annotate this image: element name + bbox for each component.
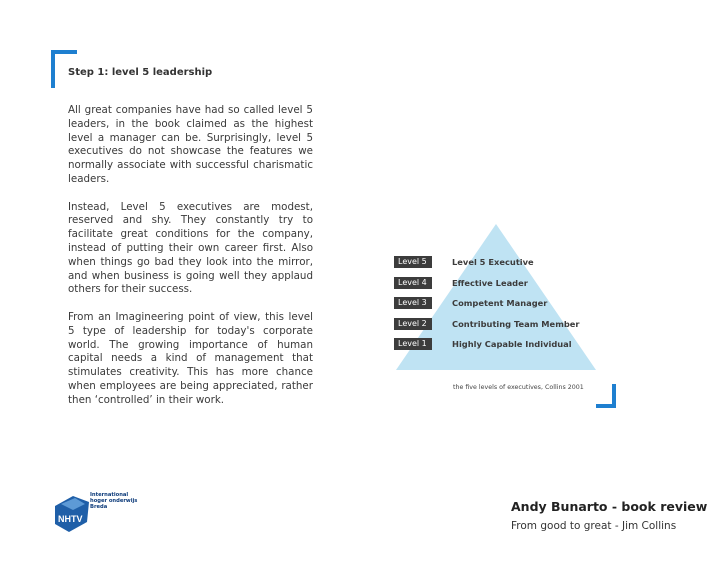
logo-text <box>90 492 137 510</box>
paragraph-3: From an Imagineering point of view, this level 5 type of leadership for today's corporate world. The growing importance of human capital needs a kind of management that stimulates creativity. This has more chance when employees are being appreciated, rather then ‘controlled’ in their work. <box>68 310 313 406</box>
level-tag-2: Level 2 <box>394 318 432 330</box>
level-desc-5: Level 5 Executive <box>452 257 534 267</box>
author-title: Andy Bunarto - book review <box>511 499 708 514</box>
paragraph-1: All great companies have had so called level 5 leaders, in the book claimed as the highest level a manager can be. Surprisingly, level 5 executives do not showcase the features we normally associate with successful charismatic leaders. <box>68 104 313 185</box>
level-desc-2: Contributing Team Member <box>452 319 580 329</box>
level-tag-1: Level 1 <box>394 338 432 350</box>
level-desc-1: Highly Capable Individual <box>452 339 572 349</box>
level-tag-5: Level 5 <box>394 256 432 268</box>
level-tag-4: Level 4 <box>394 277 432 289</box>
step-title: Step 1: level 5 leadership <box>68 67 213 78</box>
pyramid-caption: the five levels of executives, Collins 2001 <box>453 384 584 391</box>
level-tag-3: Level 3 <box>394 297 432 309</box>
level-desc-4: Effective Leader <box>452 278 528 288</box>
logo-line-2: hoger onderwijs <box>90 498 138 504</box>
logo-line-3: Breda <box>90 504 108 510</box>
level-desc-3: Competent Manager <box>452 298 548 308</box>
logo-line-1: International <box>90 492 129 498</box>
paragraph-2: Instead, Level 5 executives are modest, reserved and shy. They constantly try to facilitate great conditions for the company, instead of putting their own career first. Also when things go bad they look into the mirror, and when business is going well they applaud others for their success. <box>68 200 313 296</box>
logo-mark-text: NHTV <box>58 514 83 524</box>
book-subtitle: From good to great - Jim Collins <box>511 520 677 532</box>
